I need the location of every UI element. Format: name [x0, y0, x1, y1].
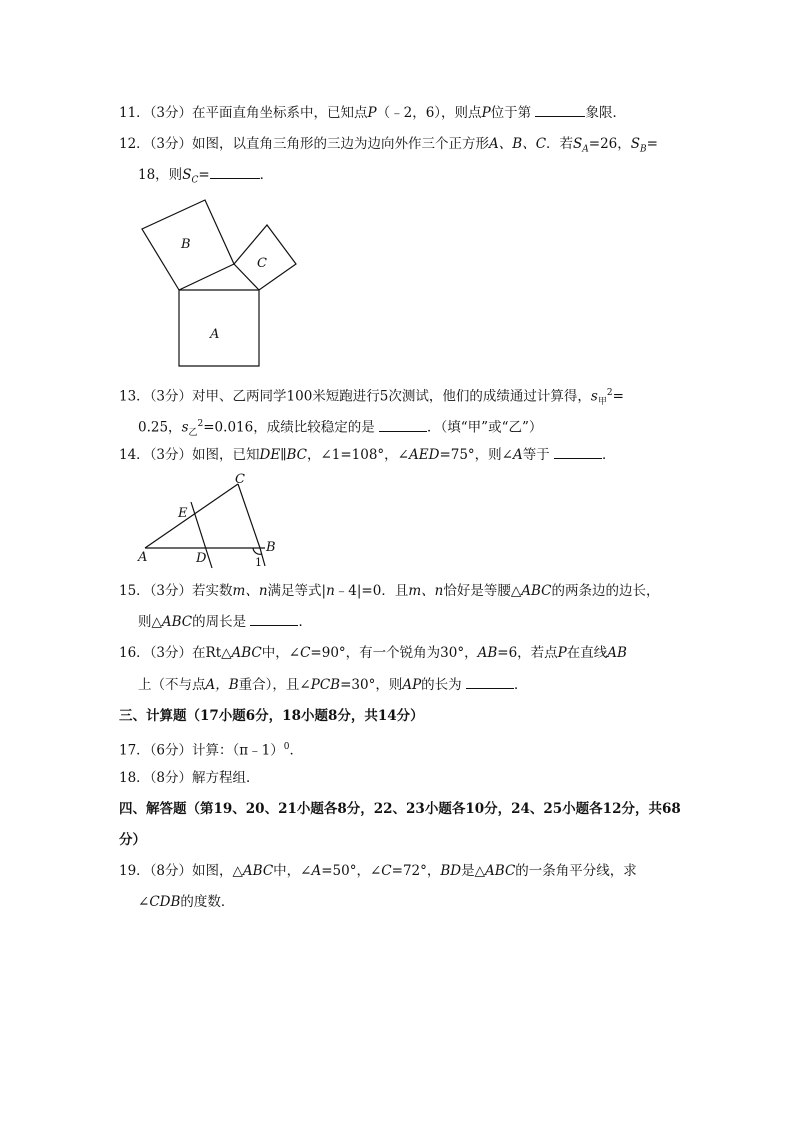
- q16-text: 在Rt△: [192, 645, 232, 661]
- q15-score: （3分）: [149, 583, 193, 599]
- question-11: [119, 104, 626, 122]
- sup-2: 2: [606, 388, 613, 398]
- q15-end: ．: [298, 614, 312, 630]
- var-s: S: [630, 136, 641, 152]
- q16-text-2: 中，∠: [261, 645, 301, 661]
- var-ab: A，B: [205, 677, 239, 693]
- var-pcb: PCB: [310, 677, 341, 693]
- q19-text-4: =72°，: [391, 863, 441, 879]
- q16-end: ．: [513, 677, 528, 693]
- question-13-line-1: [119, 384, 624, 411]
- q19-text-2: 中，∠: [273, 863, 312, 879]
- question-13-line-2: [138, 415, 542, 442]
- sup-2: 2: [197, 419, 204, 429]
- var-abc: ABC: [521, 583, 552, 599]
- answer-blank: [535, 104, 585, 117]
- q16-score: （3分）: [149, 645, 193, 661]
- q13-text-3: =0.016，成绩比较稳定的是: [203, 419, 375, 436]
- question-12-line-2: [138, 166, 273, 190]
- q14-text-2: ，∠1=108°，∠: [306, 447, 409, 463]
- question-15-line-1: [119, 582, 659, 600]
- var-s: s: [590, 388, 598, 405]
- triangle-figure: [135, 470, 285, 572]
- q14-text: 如图，已知: [192, 447, 260, 463]
- label-a: A: [138, 550, 148, 565]
- var-abc: ABC: [242, 863, 274, 879]
- q12-text-2: ．若: [546, 136, 574, 152]
- q15-text: 若实数: [192, 583, 233, 599]
- q12-text: 如图，以直角三角形的三边为边向外作三个正方形: [192, 136, 490, 152]
- segment-ac: [145, 484, 238, 548]
- section-4-heading-line-1: 四、解答题（第19、20、21小题各8分，22、23小题各10分，24、25小题各12分，共68: [119, 801, 681, 817]
- q16-text-5: 在直线: [566, 645, 608, 661]
- q16-text-8: =30°，则: [340, 677, 403, 693]
- question-15-line-2: [138, 613, 312, 631]
- label-b: B: [181, 237, 191, 252]
- var-abc: ABC: [231, 645, 262, 661]
- question-19-line-2: [138, 893, 234, 911]
- q12-end: ．: [259, 167, 274, 183]
- var-abc: ABC: [485, 863, 516, 879]
- q19-text: 如图，△: [192, 863, 243, 879]
- q13-eq: =: [612, 388, 624, 405]
- q13-score: （3分）: [149, 388, 193, 405]
- q16-text-6: 上（不与点: [138, 677, 206, 693]
- q18-score: （8分）: [149, 770, 193, 786]
- var-mn: m、n: [232, 583, 268, 599]
- sub-jia: 甲: [597, 397, 607, 408]
- q19-text-8: 的度数．: [180, 894, 235, 910]
- q15-text-5: 的两条边的边长，: [551, 583, 660, 599]
- var-de-bc: DE∥BC: [259, 447, 307, 463]
- var-n: n: [326, 583, 335, 599]
- var-abc: ABC: [161, 614, 193, 630]
- var-p: P: [367, 105, 377, 121]
- answer-blank: [250, 613, 298, 626]
- var-a: A: [311, 863, 322, 879]
- q14-text-4: 等于: [522, 447, 550, 463]
- q12-number: 12．: [119, 136, 150, 152]
- q11-text-3: 象限．: [585, 105, 626, 121]
- q11-score: （3分）: [149, 105, 193, 121]
- q15-text-6: 则△: [138, 614, 162, 630]
- sub-yi: 乙: [188, 428, 198, 439]
- q12-text-3: 18，则: [138, 167, 183, 183]
- question-16-line-1: [119, 644, 627, 662]
- q17-number: 17．: [119, 742, 150, 759]
- label-c: C: [257, 256, 267, 271]
- var-s: s: [181, 419, 189, 436]
- q11-coord: （﹣2，6），则点: [376, 105, 482, 121]
- q15-number: 15．: [119, 583, 150, 599]
- sup-0: 0: [283, 742, 290, 752]
- q15-text-2: 满足等式|: [267, 583, 327, 599]
- q11-text-2: 位于第: [490, 105, 532, 121]
- var-p: P: [557, 645, 567, 661]
- answer-blank: [554, 446, 602, 459]
- label-e: E: [178, 506, 188, 521]
- var-cdb: CDB: [149, 894, 181, 910]
- segment-cb: [238, 484, 260, 548]
- q14-text-3: =75°，则∠: [439, 447, 513, 463]
- section-3-heading: 三、计算题（17小题6分，18小题8分，共14分）: [119, 708, 424, 724]
- q13-text: 对甲、乙两同学100米短跑进行5次测试，他们的成绩通过计算得，: [192, 388, 591, 405]
- var-p: P: [481, 105, 491, 121]
- q18-text: 解方程组．: [192, 770, 260, 786]
- q16-text-3: =90°，有一个锐角为30°，: [310, 645, 478, 661]
- q12-score: （3分）: [149, 136, 193, 152]
- var-ap: AP: [402, 677, 422, 693]
- var-aed: AED: [409, 447, 440, 463]
- var-s: S: [573, 136, 583, 152]
- q16-text-9: 的长为: [421, 677, 462, 693]
- q19-text-6: 的一条角平分线，求: [515, 863, 637, 879]
- q14-score: （3分）: [149, 447, 193, 463]
- q13-text-4: ．（填“甲”或“乙”）: [427, 419, 543, 436]
- var-ab: AB: [477, 645, 498, 661]
- q11-text: 在平面直角坐标系中，已知点: [192, 105, 368, 121]
- q15-text-3: ﹣4|=0．且: [334, 583, 409, 599]
- q12-eq-3: =: [198, 167, 210, 183]
- q19-text-5: 是△: [461, 863, 486, 879]
- q17-end: ．: [289, 742, 303, 759]
- question-16-line-2: [138, 676, 527, 694]
- var-abc: A、B、C: [489, 136, 547, 152]
- var-s: S: [182, 167, 192, 183]
- q15-text-4: 恰好是等腰△: [443, 583, 522, 599]
- q19-number: 19．: [119, 863, 150, 879]
- q13-number: 13．: [119, 388, 150, 405]
- q19-score: （8分）: [149, 863, 193, 879]
- q14-number: 14．: [119, 447, 150, 463]
- var-c: C: [300, 645, 311, 661]
- var-bd: BD: [440, 863, 462, 879]
- var-c: C: [381, 863, 392, 879]
- q12-eq-1: =26，: [588, 136, 631, 152]
- q15-text-7: 的周长是: [192, 614, 247, 630]
- q19-text-7: ∠: [138, 894, 150, 910]
- q14-end: ．: [602, 447, 616, 463]
- answer-blank: [466, 676, 514, 689]
- label-1: 1: [255, 556, 262, 569]
- q16-text-4: =6，若点: [497, 645, 558, 661]
- question-18: [119, 769, 260, 787]
- q12-eq-2: =: [646, 136, 658, 152]
- sub-c: C: [191, 175, 199, 186]
- q16-number: 16．: [119, 645, 150, 661]
- q17-text: 计算：（π﹣1）: [192, 742, 284, 759]
- label-c: C: [235, 472, 245, 487]
- label-a: A: [210, 327, 220, 342]
- answer-blank: [210, 166, 260, 179]
- q17-score: （6分）: [149, 742, 193, 759]
- var-ab: AB: [607, 645, 627, 661]
- squares-figure: [130, 192, 310, 372]
- var-a: A: [513, 447, 523, 463]
- question-12-line-1: [119, 135, 658, 159]
- q19-text-3: =50°，∠: [321, 863, 382, 879]
- q18-number: 18．: [119, 770, 150, 786]
- question-14: [119, 446, 616, 464]
- sub-a: A: [582, 144, 589, 155]
- question-17: [119, 738, 303, 760]
- var-mn: m、n: [408, 583, 444, 599]
- q16-text-7: 重合），且∠: [238, 677, 311, 693]
- label-b: B: [266, 540, 276, 555]
- label-d: D: [196, 551, 207, 566]
- sub-b: B: [640, 144, 647, 155]
- question-19-line-1: [119, 862, 637, 880]
- section-4-heading-line-2: 分）: [119, 832, 146, 848]
- q11-number: 11．: [119, 105, 150, 121]
- answer-blank: [379, 419, 427, 432]
- q13-text-2: 0.25，: [138, 419, 182, 436]
